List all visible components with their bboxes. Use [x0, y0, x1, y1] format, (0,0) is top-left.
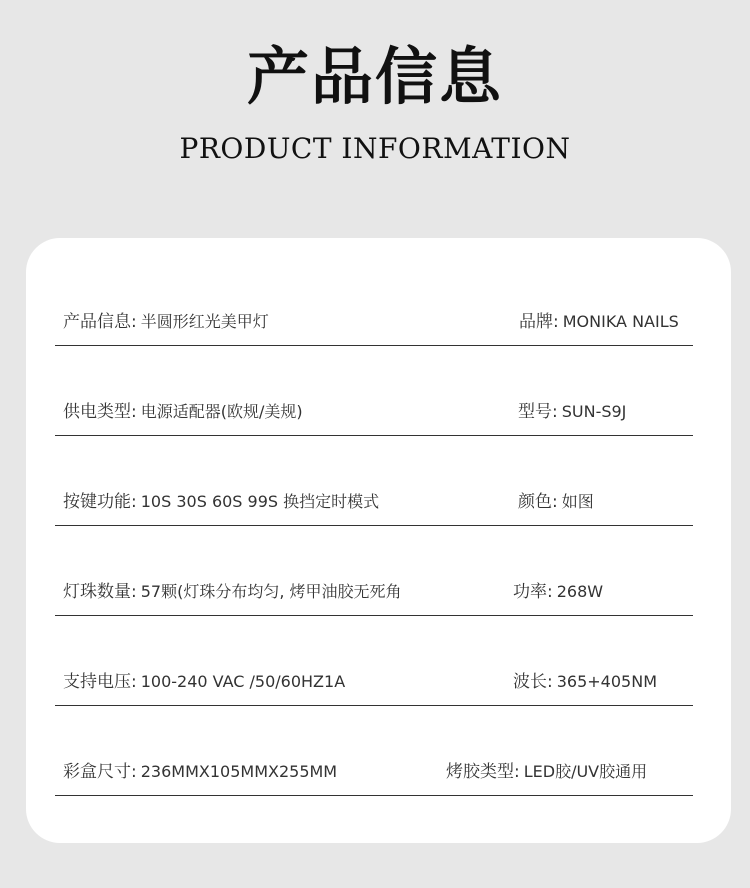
box-size-field [63, 762, 337, 782]
field-value: 365+405NM [556, 672, 657, 691]
field-label: 型号: [518, 402, 558, 422]
info-row-buttons-color [55, 435, 693, 526]
page-title: 产品信息 [246, 40, 503, 113]
field-label: 颜色: [518, 492, 558, 512]
info-row-box-gel [55, 705, 693, 796]
wattage-field [513, 582, 603, 602]
field-label: 支持电压: [63, 672, 137, 692]
wavelength-field [513, 672, 657, 692]
field-label: 品牌: [519, 312, 559, 332]
field-value: LED胶/UV胶通用 [523, 762, 648, 781]
bead-count-field [63, 582, 402, 602]
brand-field [519, 312, 679, 332]
gel-type-field [446, 762, 647, 782]
field-label: 产品信息: [63, 312, 137, 332]
power-supply-field [63, 402, 303, 422]
field-value: 10S 30S 60S 99S 换挡定时模式 [140, 492, 380, 511]
field-value: MONIKA NAILS [562, 312, 679, 331]
product-name-field [63, 312, 269, 332]
info-row-beads-wattage [55, 525, 693, 616]
field-label: 按键功能: [63, 492, 137, 512]
field-label: 彩盒尺寸: [63, 762, 137, 782]
info-row-voltage-wavelength [55, 615, 693, 706]
field-label: 供电类型: [63, 402, 137, 422]
field-label: 波长: [513, 672, 553, 692]
field-value: 半圆形红光美甲灯 [140, 312, 269, 331]
model-field [518, 402, 626, 422]
field-label: 烤胶类型: [446, 762, 520, 782]
field-value: 100-240 VAC /50/60HZ1A [140, 672, 346, 691]
info-card [26, 238, 731, 843]
field-label: 灯珠数量: [63, 582, 137, 602]
button-function-field [63, 492, 379, 512]
voltage-field [63, 672, 345, 692]
field-value: 236MMX105MMX255MM [140, 762, 338, 781]
info-row-name-brand [55, 255, 693, 346]
page-subtitle: PRODUCT INFORMATION [179, 132, 571, 165]
info-row-power-model [55, 345, 693, 436]
field-label: 功率: [513, 582, 553, 602]
field-value: SUN-S9J [561, 402, 627, 421]
field-value: 如图 [561, 492, 594, 511]
field-value: 268W [556, 582, 604, 601]
color-field [518, 492, 594, 512]
field-value: 57颗(灯珠分布均匀, 烤甲油胶无死角 [140, 582, 402, 601]
field-value: 电源适配器(欧规/美规) [140, 402, 303, 421]
